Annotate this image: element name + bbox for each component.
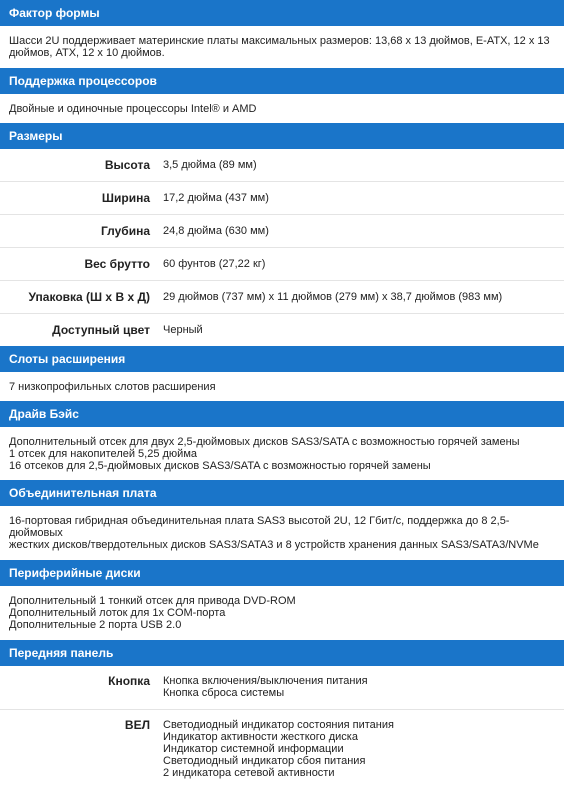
spec-label: Глубина xyxy=(100,224,150,238)
section-form-factor xyxy=(0,0,564,68)
spec-label: Кнопка xyxy=(108,674,150,688)
spec-label: Вес брутто xyxy=(84,257,150,271)
section-body xyxy=(0,427,564,480)
spec-row xyxy=(0,182,564,215)
value-line: Светодиодный индикатор состояния питания xyxy=(163,719,394,731)
body-line: дюймов, ATX, 12 x 10 дюймов. xyxy=(9,47,165,59)
spec-row xyxy=(0,215,564,248)
section-header: Объединительная плата xyxy=(0,480,564,506)
value-line: Индикатор системной информации xyxy=(163,743,344,755)
section-header: Поддержка процессоров xyxy=(0,68,564,94)
spec-value: Черный xyxy=(163,324,203,336)
section-body: Двойные и одиночные процессоры Intel® и AMD xyxy=(9,103,257,115)
section-header: Размеры xyxy=(0,123,564,149)
spec-label: ВЕЛ xyxy=(124,718,150,732)
spec-label: Высота xyxy=(104,158,150,172)
value-line: Индикатор активности жесткого диска xyxy=(163,731,358,743)
body-line: Дополнительные 2 порта USB 2.0 xyxy=(9,619,182,631)
value-line: Кнопка сброса системы xyxy=(163,687,285,699)
section-body xyxy=(0,586,564,640)
spec-row xyxy=(0,149,564,182)
section-body xyxy=(0,26,564,68)
section-backplane xyxy=(0,480,564,560)
body-line: жестких дисков/твердотельных дисков SAS3/SATA3 и 8 устройств хранения данных SAS3/SATA3/NVMe xyxy=(9,539,539,551)
section-body xyxy=(0,506,564,560)
spec-label: Упаковка (Ш x В x Д) xyxy=(28,290,150,304)
section-header: Слоты расширения xyxy=(0,346,564,372)
body-line: Дополнительный отсек для двух 2,5-дюймовых дисков SAS3/SATA с возможностью горячей замены xyxy=(9,436,520,448)
section-body: 7 низкопрофильных слотов расширения xyxy=(9,381,216,393)
section-header: Периферийные диски xyxy=(0,560,564,586)
section-dimensions xyxy=(0,123,564,346)
section-processor-support xyxy=(0,68,564,123)
body-line: 16-портовая гибридная объединительная плата SAS3 высотой 2U, 12 Гбит/с, поддержка до 8 2,5-дюймовых xyxy=(9,515,510,539)
spec-value: 17,2 дюйма (437 мм) xyxy=(163,192,269,204)
section-drive-bays xyxy=(0,401,564,480)
spec-row xyxy=(0,248,564,281)
section-header: Фактор формы xyxy=(0,0,564,26)
front-panel-table xyxy=(0,666,564,789)
spec-row xyxy=(0,666,564,710)
body-line: Шасси 2U поддерживает материнские платы максимальных размеров: 13,68 x 13 дюймов, E-ATX, 12 x 13 xyxy=(9,35,550,47)
spec-row xyxy=(0,281,564,314)
body-line: 16 отсеков для 2,5-дюймовых дисков SAS3/SATA с возможностью горячей замены xyxy=(9,460,431,472)
spec-value: 24,8 дюйма (630 мм) xyxy=(163,225,269,237)
section-expansion-slots xyxy=(0,346,564,401)
spec-value: 3,5 дюйма (89 мм) xyxy=(163,159,257,171)
spec-row xyxy=(0,314,564,346)
spec-label: Ширина xyxy=(101,191,150,205)
spec-value: 29 дюймов (737 мм) x 11 дюймов (279 мм) x 38,7 дюймов (983 мм) xyxy=(163,291,503,303)
dimensions-table xyxy=(0,149,564,346)
body-line: Дополнительный 1 тонкий отсек для привода DVD-ROM xyxy=(9,595,296,607)
section-header: Передняя панель xyxy=(0,640,564,666)
section-header: Драйв Бэйс xyxy=(0,401,564,427)
value-line: Кнопка включения/выключения питания xyxy=(163,675,368,687)
value-line: Светодиодный индикатор сбоя питания xyxy=(163,755,366,767)
section-front-panel xyxy=(0,640,564,789)
spec-label: Доступный цвет xyxy=(52,323,150,337)
spec-value xyxy=(163,675,564,699)
body-line: 1 отсек для накопителей 5,25 дюйма xyxy=(9,448,198,460)
spec-value: 60 фунтов (27,22 кг) xyxy=(163,258,266,270)
value-line: 2 индикатора сетевой активности xyxy=(163,767,335,779)
spec-value xyxy=(163,719,564,779)
body-line: Дополнительный лоток для 1x COM-порта xyxy=(9,607,226,619)
section-peripheral-drives xyxy=(0,560,564,640)
